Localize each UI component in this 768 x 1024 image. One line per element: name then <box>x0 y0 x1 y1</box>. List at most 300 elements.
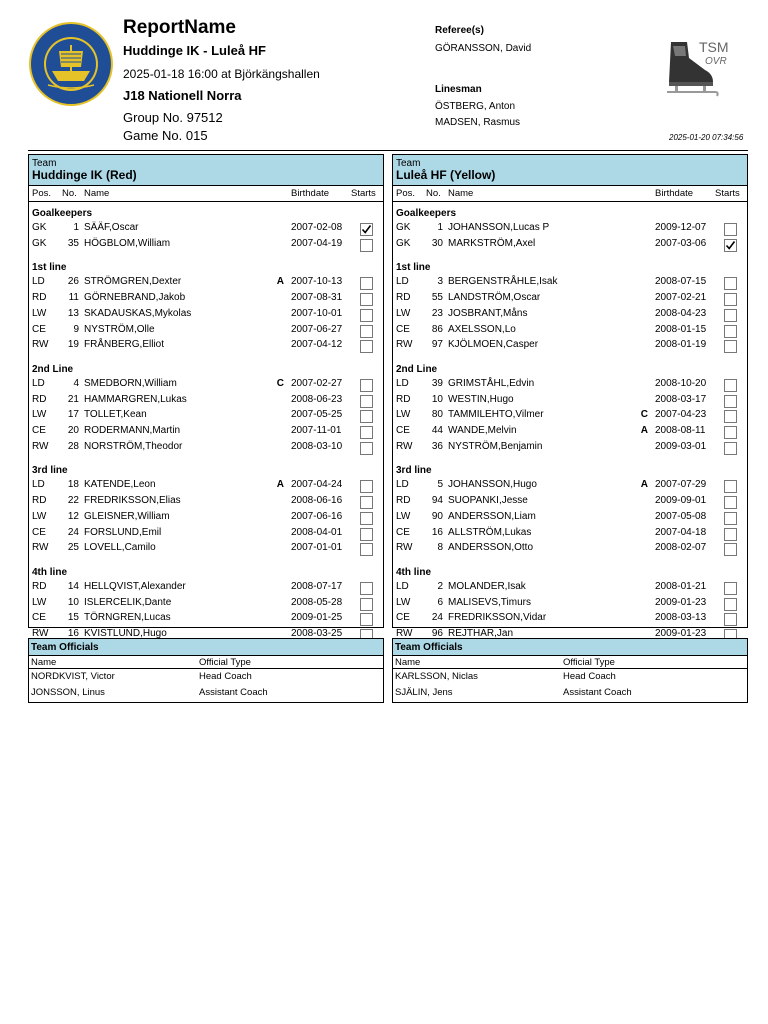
player-name: WESTIN,Hugo <box>448 393 514 405</box>
player-row <box>393 394 747 410</box>
player-position: RW <box>396 339 413 351</box>
officials-column-type: Official Type <box>563 657 615 668</box>
player-row <box>393 324 747 340</box>
player-name: SMEDBORN,William <box>84 377 177 389</box>
player-name: WANDE,Melvin <box>448 425 517 436</box>
starts-checkbox[interactable] <box>724 309 737 322</box>
player-row <box>29 409 383 425</box>
official-type: Assistant Coach <box>563 687 632 698</box>
player-birthdate: 2007-05-08 <box>655 510 707 522</box>
starts-checkbox[interactable] <box>360 410 373 423</box>
team-name: Huddinge IK (Red) <box>32 168 137 182</box>
referee-name: GÖRANSSON, David <box>435 43 532 54</box>
player-name: MALISEVS,Timurs <box>448 596 531 608</box>
team-label: Team <box>32 158 57 169</box>
starts-checkbox[interactable] <box>360 442 373 455</box>
player-number: 10 <box>431 393 443 405</box>
column-header-pos: Pos. <box>32 188 52 199</box>
player-birthdate: 2008-06-23 <box>291 393 343 405</box>
player-birthdate: 2007-04-18 <box>655 526 707 538</box>
column-header-no: No. <box>62 188 77 199</box>
player-birthdate: 2009-01-23 <box>655 628 707 639</box>
player-position: RW <box>396 542 413 554</box>
starts-checkbox[interactable] <box>724 528 737 541</box>
player-name: HELLQVIST,Alexander <box>84 580 186 592</box>
player-birthdate: 2007-04-24 <box>291 479 343 491</box>
player-number: 15 <box>67 612 79 624</box>
player-number: 18 <box>67 479 79 491</box>
player-birthdate: 2008-06-16 <box>291 495 343 507</box>
player-birthdate: 2008-10-20 <box>655 377 707 389</box>
starts-checkbox[interactable] <box>360 613 373 626</box>
svg-text:TSM: TSM <box>699 39 729 55</box>
player-number: 86 <box>431 323 443 335</box>
player-position: RD <box>396 292 411 304</box>
match-datetime-venue: 2025-01-18 16:00 at Björkängshallen <box>123 67 320 81</box>
team-label: Team <box>396 158 421 169</box>
player-birthdate: 2008-07-17 <box>291 580 343 592</box>
player-number: 21 <box>67 393 79 405</box>
officials-header-divider <box>393 668 747 669</box>
player-name: GÖRNEBRAND,Jakob <box>84 292 186 304</box>
player-role: A <box>276 276 284 288</box>
starts-checkbox[interactable] <box>724 223 737 236</box>
player-position: LW <box>32 307 47 319</box>
starts-checkbox[interactable] <box>360 277 373 290</box>
starts-checkbox[interactable] <box>360 379 373 392</box>
player-row <box>393 441 747 457</box>
section-title: 3rd line <box>396 465 432 477</box>
league-name: J18 Nationell Norra <box>123 88 242 103</box>
column-header-name: Name <box>448 188 474 199</box>
player-birthdate: 2007-03-06 <box>655 237 707 249</box>
officials-header <box>29 639 383 656</box>
player-position: LW <box>32 510 47 522</box>
player-birthdate: 2009-01-23 <box>655 596 707 608</box>
player-name: RODERMANN,Martin <box>84 425 181 436</box>
player-position: RW <box>396 628 413 639</box>
starts-checkbox[interactable] <box>724 239 737 252</box>
player-row <box>29 394 383 410</box>
player-name: SÄÄF,Oscar <box>84 222 139 233</box>
team-name: Luleå HF (Yellow) <box>396 168 496 182</box>
player-position: GK <box>32 222 47 233</box>
player-position: RW <box>32 440 49 452</box>
starts-checkbox[interactable] <box>360 325 373 338</box>
check-icon <box>725 240 736 251</box>
starts-checkbox[interactable] <box>360 309 373 322</box>
player-birthdate: 2007-04-19 <box>291 237 343 249</box>
player-position: LD <box>396 377 409 389</box>
starts-checkbox[interactable] <box>360 426 373 439</box>
player-name: MARKSTRÖM,Axel <box>448 237 536 249</box>
starts-checkbox[interactable] <box>360 496 373 509</box>
player-role: A <box>640 425 648 436</box>
player-row <box>393 425 747 441</box>
player-row <box>393 495 747 511</box>
player-birthdate: 2008-07-15 <box>655 276 707 288</box>
player-number: 16 <box>67 628 79 639</box>
player-birthdate: 2007-06-27 <box>291 323 343 335</box>
player-row <box>29 581 383 597</box>
player-position: CE <box>396 526 410 538</box>
federation-logo <box>28 21 114 107</box>
player-row <box>393 597 747 613</box>
player-position: RD <box>396 393 411 405</box>
player-row <box>393 479 747 495</box>
player-row <box>29 425 383 441</box>
player-name: HAMMARGREN,Lukas <box>84 393 187 405</box>
officials-header-divider <box>29 668 383 669</box>
player-birthdate: 2008-01-21 <box>655 580 707 592</box>
column-header-name: Name <box>84 188 110 199</box>
official-type: Head Coach <box>199 671 252 682</box>
starts-checkbox[interactable] <box>724 442 737 455</box>
player-birthdate: 2007-04-23 <box>655 409 707 421</box>
player-number: 14 <box>67 580 79 592</box>
player-row <box>29 324 383 340</box>
player-number: 36 <box>431 440 443 452</box>
official-type: Assistant Coach <box>199 687 268 698</box>
player-number: 90 <box>431 510 443 522</box>
starts-checkbox[interactable] <box>360 512 373 525</box>
player-name: NORSTRÖM,Theodor <box>84 440 183 452</box>
section-title: 4th line <box>396 566 432 578</box>
player-position: RD <box>396 495 411 507</box>
player-number: 10 <box>67 596 79 608</box>
player-role: C <box>640 409 648 421</box>
player-number: 26 <box>67 276 79 288</box>
player-row <box>393 222 747 238</box>
player-row <box>393 308 747 324</box>
player-birthdate: 2009-12-07 <box>655 222 707 233</box>
player-number: 24 <box>431 612 443 624</box>
player-name: JOHANSSON,Hugo <box>448 479 537 491</box>
officials-title: Team Officials <box>395 642 463 653</box>
player-position: LW <box>396 307 411 319</box>
player-number: 25 <box>67 542 79 554</box>
svg-text:OVR: OVR <box>705 56 727 67</box>
column-header-starts: Starts <box>715 188 740 199</box>
player-name: KATENDE,Leon <box>84 479 156 491</box>
official-type: Head Coach <box>563 671 616 682</box>
player-row <box>393 409 747 425</box>
team-header <box>393 155 747 186</box>
player-row <box>393 238 747 254</box>
section-title: 1st line <box>396 262 431 274</box>
player-number: 20 <box>67 425 79 436</box>
player-number: 44 <box>431 425 443 436</box>
player-name: STRÖMGREN,Dexter <box>84 276 182 288</box>
section-title: Goalkeepers <box>396 208 457 219</box>
starts-checkbox[interactable] <box>724 543 737 556</box>
starts-checkbox[interactable] <box>360 480 373 493</box>
starts-checkbox[interactable] <box>724 480 737 493</box>
player-number: 17 <box>67 409 79 421</box>
player-row <box>29 441 383 457</box>
player-name: GRIMSTÅHL,Edvin <box>448 377 535 389</box>
starts-checkbox[interactable] <box>360 582 373 595</box>
starts-checkbox[interactable] <box>360 340 373 353</box>
player-name: TÖRNGREN,Lucas <box>84 612 171 624</box>
player-number: 97 <box>431 339 443 351</box>
player-position: LD <box>32 479 45 491</box>
player-number: 16 <box>431 526 443 538</box>
player-name: TOLLET,Kean <box>84 409 147 421</box>
starts-checkbox[interactable] <box>724 613 737 626</box>
player-birthdate: 2008-05-28 <box>291 596 343 608</box>
column-header-birthdate: Birthdate <box>655 188 694 199</box>
team-roster-home <box>28 154 384 639</box>
player-number: 11 <box>68 292 79 304</box>
player-number: 19 <box>67 339 79 351</box>
starts-checkbox[interactable] <box>724 293 737 306</box>
player-birthdate: 2007-02-27 <box>291 377 343 389</box>
player-position: GK <box>396 237 411 249</box>
section-title: 2nd Line <box>32 363 74 375</box>
player-row <box>29 276 383 292</box>
column-header-no: No. <box>426 188 441 199</box>
player-name: BERGENSTRÅHLE,Isak <box>448 276 558 288</box>
player-number: 28 <box>67 440 79 452</box>
player-birthdate: 2008-03-17 <box>655 393 707 405</box>
player-birthdate: 2007-08-31 <box>291 292 343 304</box>
player-number: 30 <box>431 237 443 249</box>
player-position: LD <box>396 479 409 491</box>
player-birthdate: 2007-02-21 <box>655 292 707 304</box>
player-birthdate: 2008-01-19 <box>655 339 707 351</box>
player-number: 39 <box>431 377 443 389</box>
starts-checkbox[interactable] <box>360 239 373 252</box>
section-title: 2nd Line <box>396 363 438 375</box>
player-name: LANDSTRÖM,Oscar <box>448 292 541 304</box>
starts-checkbox[interactable] <box>724 598 737 611</box>
player-name: HÖGBLOM,William <box>84 237 171 249</box>
match-title: Huddinge IK - Luleå HF <box>123 43 266 58</box>
player-name: GLEISNER,William <box>84 510 170 522</box>
player-row <box>393 612 747 628</box>
player-position: CE <box>396 425 410 436</box>
player-number: 23 <box>431 307 443 319</box>
starts-checkbox[interactable] <box>724 496 737 509</box>
starts-checkbox[interactable] <box>360 223 373 236</box>
group-number: Group No. 97512 <box>123 110 223 125</box>
starts-checkbox[interactable] <box>360 293 373 306</box>
player-number: 35 <box>67 237 79 249</box>
starts-checkbox[interactable] <box>724 277 737 290</box>
section-title: 3rd line <box>32 465 68 477</box>
player-birthdate: 2007-10-01 <box>291 307 343 319</box>
officials-header <box>393 639 747 656</box>
player-birthdate: 2007-06-16 <box>291 510 343 522</box>
print-timestamp: 2025-01-20 07:34:56 <box>669 133 744 142</box>
player-name: REJTHAR,Jan <box>448 628 514 639</box>
player-number: 96 <box>431 628 443 639</box>
player-position: GK <box>396 222 411 233</box>
player-position: LW <box>32 596 47 608</box>
player-birthdate: 2008-08-11 <box>655 425 706 436</box>
official-name: KARLSSON, Niclas <box>395 671 478 682</box>
starts-checkbox[interactable] <box>724 325 737 338</box>
player-birthdate: 2007-07-29 <box>655 479 707 491</box>
player-position: LD <box>396 580 409 592</box>
linesman-name-1: ÖSTBERG, Anton <box>435 101 516 112</box>
player-name: MOLANDER,Isak <box>448 580 526 592</box>
player-position: RW <box>32 339 49 351</box>
section-title: 4th line <box>32 566 68 578</box>
player-birthdate: 2007-02-08 <box>291 222 343 233</box>
player-number: 1 <box>73 222 79 233</box>
starts-checkbox[interactable] <box>360 395 373 408</box>
check-icon <box>361 224 372 235</box>
player-row <box>29 479 383 495</box>
player-position: LD <box>32 276 45 288</box>
player-row <box>29 378 383 394</box>
player-number: 2 <box>437 580 443 592</box>
player-position: RD <box>32 580 47 592</box>
player-role: A <box>640 479 648 491</box>
starts-checkbox[interactable] <box>724 410 737 423</box>
player-number: 55 <box>431 292 443 304</box>
player-number: 80 <box>431 409 443 421</box>
referees-label: Referee(s) <box>435 25 484 36</box>
starts-checkbox[interactable] <box>724 512 737 525</box>
player-name: ISLERCELIK,Dante <box>84 596 172 608</box>
starts-checkbox[interactable] <box>360 543 373 556</box>
player-role: A <box>276 479 284 491</box>
player-name: SKADAUSKAS,Mykolas <box>84 307 192 319</box>
official-name: JONSSON, Linus <box>31 687 105 698</box>
section-title: 1st line <box>32 262 67 274</box>
section-title: Goalkeepers <box>32 208 93 219</box>
player-position: CE <box>32 425 46 436</box>
player-birthdate: 2009-09-01 <box>655 495 707 507</box>
officials-column-name: Name <box>31 657 57 668</box>
player-position: CE <box>396 612 410 624</box>
column-header-birthdate: Birthdate <box>291 188 330 199</box>
player-birthdate: 2007-04-12 <box>291 339 343 351</box>
player-row <box>393 292 747 308</box>
player-row <box>29 511 383 527</box>
column-header-starts: Starts <box>351 188 376 199</box>
starts-checkbox[interactable] <box>724 379 737 392</box>
starts-checkbox[interactable] <box>724 426 737 439</box>
player-number: 9 <box>73 323 79 335</box>
player-position: LW <box>396 409 411 421</box>
player-position: CE <box>396 323 410 335</box>
report-title: ReportName <box>123 17 236 38</box>
player-birthdate: 2008-04-23 <box>655 307 707 319</box>
player-name: FRÅNBERG,Elliot <box>84 339 165 351</box>
officials-column-type: Official Type <box>199 657 251 668</box>
player-row <box>393 542 747 558</box>
player-name: FORSLUND,Emil <box>84 526 162 538</box>
player-name: KVISTLUND,Hugo <box>84 628 167 639</box>
player-name: NYSTRÖM,Benjamin <box>448 440 543 452</box>
starts-checkbox[interactable] <box>724 395 737 408</box>
player-birthdate: 2008-03-10 <box>291 440 343 452</box>
player-number: 8 <box>437 542 443 554</box>
player-row <box>29 292 383 308</box>
player-row <box>29 542 383 558</box>
player-name: JOSBRANT,Måns <box>448 307 528 319</box>
player-name: ALLSTRÖM,Lukas <box>448 526 532 538</box>
column-header-divider <box>393 201 747 202</box>
player-number: 12 <box>67 510 79 522</box>
official-name: SJÄLIN, Jens <box>395 687 453 698</box>
player-row <box>393 527 747 543</box>
player-birthdate: 2007-11-01 <box>291 425 342 436</box>
player-name: LOVELL,Camilo <box>84 542 156 554</box>
player-birthdate: 2008-02-07 <box>655 542 707 554</box>
team-header <box>29 155 383 186</box>
player-row <box>393 511 747 527</box>
player-birthdate: 2008-04-01 <box>291 526 343 538</box>
player-row <box>29 238 383 254</box>
player-position: LW <box>396 510 411 522</box>
player-number: 22 <box>67 495 79 507</box>
player-position: GK <box>32 237 47 249</box>
starts-checkbox[interactable] <box>360 528 373 541</box>
starts-checkbox[interactable] <box>360 598 373 611</box>
player-name: TAMMILEHTO,Vilmer <box>448 409 544 421</box>
player-name: JOHANSSON,Lucas P <box>448 222 550 233</box>
player-name: SUOPANKI,Jesse <box>448 495 528 507</box>
player-number: 24 <box>67 526 79 538</box>
player-birthdate: 2008-01-15 <box>655 323 707 335</box>
player-birthdate: 2009-03-01 <box>655 440 707 452</box>
player-number: 13 <box>67 307 79 319</box>
team-roster-away <box>392 154 748 639</box>
team-officials-away <box>392 638 748 703</box>
player-number: 4 <box>73 377 79 389</box>
column-header-pos: Pos. <box>396 188 416 199</box>
player-row <box>29 527 383 543</box>
player-position: RD <box>32 292 47 304</box>
starts-checkbox[interactable] <box>724 340 737 353</box>
starts-checkbox[interactable] <box>724 582 737 595</box>
player-row <box>393 339 747 355</box>
player-birthdate: 2009-01-25 <box>291 612 343 624</box>
player-position: RW <box>32 628 49 639</box>
player-name: KJÖLMOEN,Casper <box>448 339 539 351</box>
official-name: NORDKVIST, Victor <box>31 671 115 682</box>
officials-column-name: Name <box>395 657 421 668</box>
player-row <box>29 495 383 511</box>
player-position: LD <box>396 276 409 288</box>
column-header-divider <box>29 201 383 202</box>
player-birthdate: 2008-03-25 <box>291 628 343 639</box>
player-row <box>29 612 383 628</box>
player-role: C <box>276 377 284 389</box>
player-position: CE <box>32 526 46 538</box>
player-position: RD <box>32 393 47 405</box>
player-position: LD <box>32 377 45 389</box>
player-row <box>393 378 747 394</box>
header-divider <box>28 150 748 151</box>
player-position: LW <box>32 409 47 421</box>
player-position: RW <box>32 542 49 554</box>
linesman-name-2: MADSEN, Rasmus <box>435 117 521 128</box>
team-officials-home <box>28 638 384 703</box>
player-name: ANDERSSON,Otto <box>448 542 534 554</box>
player-number: 94 <box>431 495 443 507</box>
player-number: 6 <box>437 596 443 608</box>
player-number: 5 <box>437 479 443 491</box>
player-name: ANDERSSON,Liam <box>448 510 536 522</box>
player-birthdate: 2007-05-25 <box>291 409 343 421</box>
player-position: CE <box>32 323 46 335</box>
